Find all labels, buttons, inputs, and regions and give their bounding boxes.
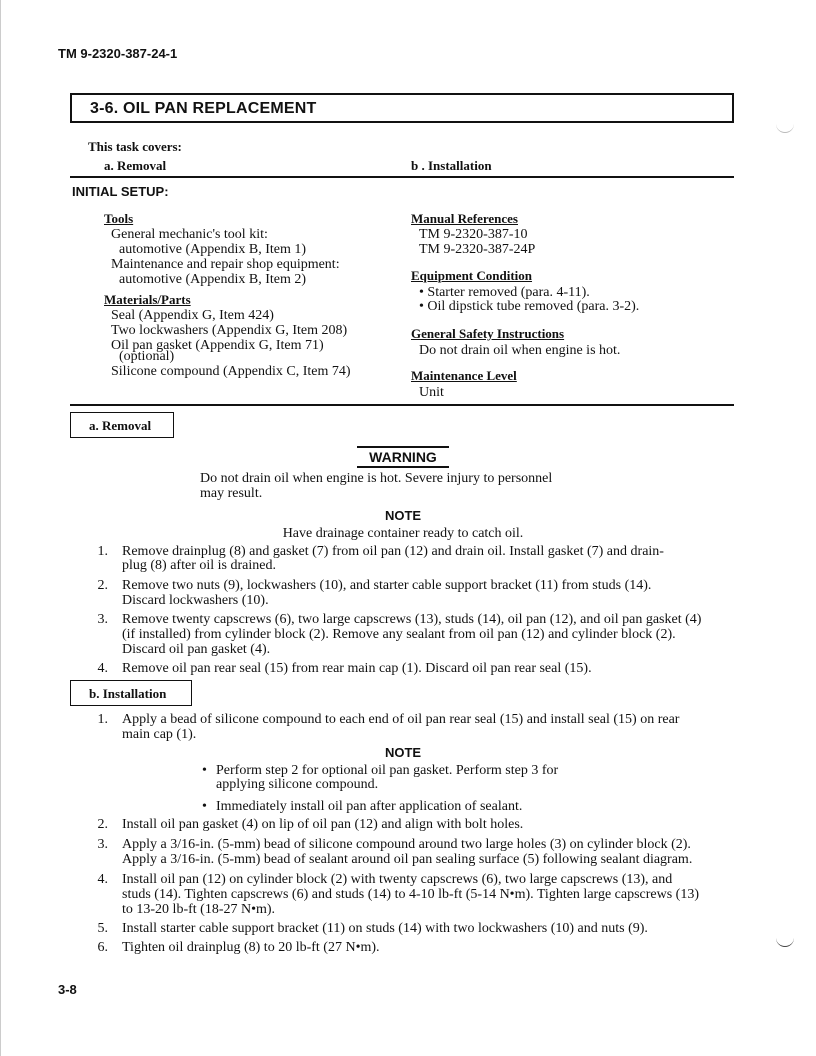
tools-line: automotive (Appendix B, Item 1) <box>119 242 307 257</box>
maintenance-level: Unit <box>419 385 444 400</box>
step-text: Apply a 3/16-in. (5-mm) bead of silicone compound around two large holes (3) on cylinder block (2). <box>122 837 691 852</box>
step-text: Install oil pan gasket (4) on lip of oil pan (12) and align with bolt holes. <box>122 817 524 832</box>
manual-references-heading: Manual References <box>411 211 518 226</box>
divider <box>70 404 734 406</box>
step-text: Install oil pan (12) on cylinder block (2) with twenty capscrews (6), two large capscrews (13), and <box>122 872 673 887</box>
scan-mark <box>776 938 794 947</box>
page-number: 3-8 <box>58 982 77 997</box>
section-title-box <box>70 93 734 123</box>
note-title: NOTE <box>384 508 422 523</box>
note-bullet-text: Perform step 2 for optional oil pan gasket. Perform step 3 for <box>216 763 559 778</box>
tools-line: Maintenance and repair shop equipment: <box>111 257 340 272</box>
step-number: 1. <box>97 544 108 559</box>
warning-text: may result. <box>200 486 263 501</box>
step-text: Apply a 3/16-in. (5-mm) bead of sealant around oil pan sealing surface (5) following sealant diagram. <box>122 852 693 867</box>
step-text: plug (8) after oil is drained. <box>122 558 276 573</box>
step-text: to 13-20 lb-ft (18-27 N•m). <box>122 902 276 917</box>
note-bullet-text: Immediately install oil pan after application of sealant. <box>216 799 523 814</box>
step-text: Remove twenty capscrews (6), two large capscrews (13), studs (14), oil pan (12), and oil pan gasket (4) <box>122 612 702 627</box>
warning-title: WARNING <box>357 446 449 468</box>
step-text: Discard lockwashers (10). <box>122 593 269 608</box>
step-text: studs (14). Tighten capscrews (6) and studs (14) to 4-10 lb-ft (5-14 N•m). Tighten large capscrews (13) <box>122 887 700 902</box>
note-bullet-text: applying silicone compound. <box>216 777 379 792</box>
step-text: Remove two nuts (9), lockwashers (10), and starter cable support bracket (11) from studs (14). <box>122 578 652 593</box>
initial-setup-heading: INITIAL SETUP: <box>72 184 169 199</box>
step-text: main cap (1). <box>122 727 197 742</box>
step-number: 4. <box>97 661 108 676</box>
step-number: 2. <box>97 817 108 832</box>
tools-line: General mechanic's tool kit: <box>111 227 268 242</box>
maintenance-level-heading: Maintenance Level <box>411 368 517 383</box>
scan-mark <box>776 124 794 133</box>
step-text: Remove oil pan rear seal (15) from rear main cap (1). Discard oil pan rear seal (15). <box>122 661 592 676</box>
step-number: 3. <box>97 837 108 852</box>
step-number: 4. <box>97 872 108 887</box>
scan-margin-line <box>0 0 1 1056</box>
removal-section-label: a. Removal <box>89 418 152 433</box>
divider <box>70 176 734 178</box>
warning-text: Do not drain oil when engine is hot. Severe injury to personnel <box>200 471 553 486</box>
task-item-installation: b . Installation <box>411 158 492 173</box>
step-text: (if installed) from cylinder block (2). Remove any sealant from oil pan (12) and cylinder block (2). <box>122 627 676 642</box>
manual-reference: TM 9-2320-387-24P <box>419 242 536 257</box>
materials-line: Seal (Appendix G, Item 424) <box>111 308 274 323</box>
materials-heading: Materials/Parts <box>104 292 191 307</box>
installation-section-box <box>70 680 192 706</box>
step-number: 3. <box>97 612 108 627</box>
safety-instructions-heading: General Safety Instructions <box>411 326 565 341</box>
tools-heading: Tools <box>104 211 134 226</box>
step-text: Tighten oil drainplug (8) to 20 lb-ft (27 N•m). <box>122 940 380 955</box>
removal-section-box <box>70 412 174 438</box>
step-number: 5. <box>97 921 108 936</box>
step-number: 6. <box>97 940 108 955</box>
tools-line: automotive (Appendix B, Item 2) <box>119 272 307 287</box>
installation-section-label: b. Installation <box>89 686 167 701</box>
document-id: TM 9-2320-387-24-1 <box>58 46 178 61</box>
step-number: 2. <box>97 578 108 593</box>
materials-line: Two lockwashers (Appendix G, Item 208) <box>111 323 348 338</box>
note-title: NOTE <box>384 745 422 760</box>
bullet-icon: • <box>202 763 207 778</box>
equipment-condition-item: • Oil dipstick tube removed (para. 3-2). <box>419 299 640 314</box>
task-covers-label: This task covers: <box>88 139 182 154</box>
step-text: Remove drainplug (8) and gasket (7) from oil pan (12) and drain oil. Install gasket (7) and drain- <box>122 544 664 559</box>
note-text: Have drainage container ready to catch oil. <box>282 526 524 541</box>
step-text: Discard oil pan gasket (4). <box>122 642 271 657</box>
safety-instruction: Do not drain oil when engine is hot. <box>419 343 621 358</box>
materials-line: Oil pan gasket (Appendix G, Item 71) <box>111 338 324 353</box>
step-number: 1. <box>97 712 108 727</box>
step-text: Apply a bead of silicone compound to each end of oil pan rear seal (15) and install seal (15) on rear <box>122 712 680 727</box>
section-title: 3-6. OIL PAN REPLACEMENT <box>90 100 317 117</box>
materials-line: (optional) <box>119 349 175 364</box>
materials-line: Silicone compound (Appendix C, Item 74) <box>111 364 351 379</box>
manual-reference: TM 9-2320-387-10 <box>419 227 528 242</box>
task-item-removal: a. Removal <box>104 158 167 173</box>
step-text: Install starter cable support bracket (11) on studs (14) with two lockwashers (10) and nuts (9). <box>122 921 648 936</box>
equipment-condition-item: • Starter removed (para. 4-11). <box>419 285 590 300</box>
bullet-icon: • <box>202 799 207 814</box>
equipment-condition-heading: Equipment Condition <box>411 268 533 283</box>
